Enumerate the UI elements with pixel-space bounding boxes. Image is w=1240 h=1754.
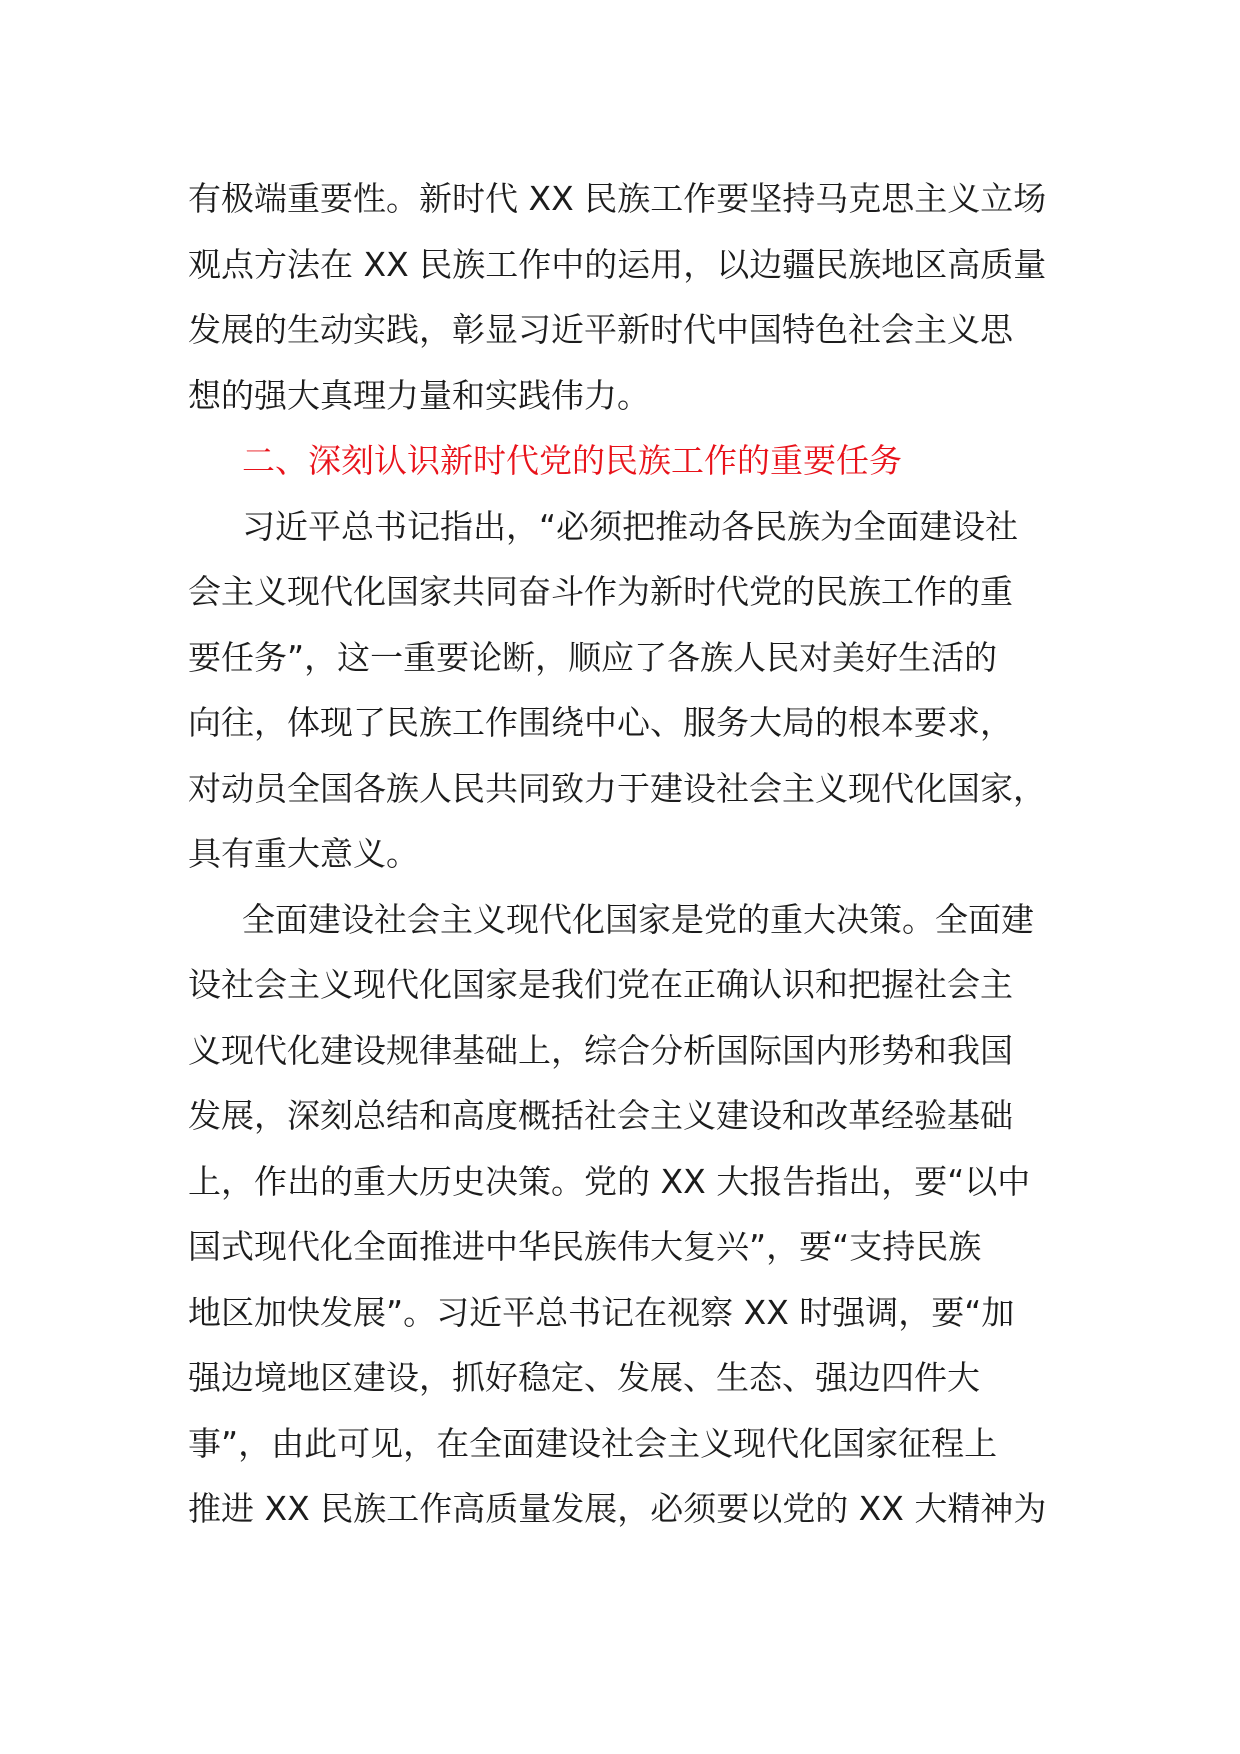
paragraph-first-line: 习近平总书记指出，“必须把推动各民族为全面建设社: [242, 506, 1019, 546]
paragraph-line: 想的强大真理力量和实践伟力。: [188, 375, 650, 415]
paragraph-line: 推进 XX 民族工作高质量发展，必须要以党的 XX 大精神为: [188, 1489, 1047, 1528]
paragraph-line: 向往，体现了民族工作围绕中心、服务大局的根本要求，: [188, 703, 1013, 742]
paragraph-line: 事”，由此可见，在全面建设社会主义现代化国家征程上: [188, 1423, 998, 1463]
paragraph-line: 有极端重要性。新时代 XX 民族工作要坚持马克思主义立场: [188, 179, 1047, 218]
paragraph-line: 要任务”，这一重要论断，顺应了各族人民对美好生活的: [188, 637, 998, 677]
paragraph-line: 上，作出的重大历史决策。党的 XX 大报告指出，要“以中: [188, 1161, 1031, 1201]
paragraph-line: 设社会主义现代化国家是我们党在正确认识和把握社会主: [188, 965, 1013, 1004]
paragraph-line: 对动员全国各族人民共同致力于建设社会主义现代化国家，: [188, 768, 1046, 808]
paragraph-first-line: 全面建设社会主义现代化国家是党的重大决策。全面建: [242, 899, 1034, 939]
paragraph-line: 国式现代化全面推进中华民族伟大复兴”，要“支持民族: [188, 1227, 982, 1266]
paragraph-line: 发展的生动实践，彰显习近平新时代中国特色社会主义思: [188, 310, 1013, 349]
paragraph-line: 具有重大意义。: [188, 834, 419, 873]
paragraph-line: 会主义现代化国家共同奋斗作为新时代党的民族工作的重: [188, 572, 1013, 611]
paragraph-line: 观点方法在 XX 民族工作中的运用，以边疆民族地区高质量: [188, 244, 1047, 284]
paragraph-line: 地区加快发展”。习近平总书记在视察 XX 时强调，要“加: [188, 1292, 1015, 1332]
paragraph-line: 发展，深刻总结和高度概括社会主义建设和改革经验基础: [188, 1096, 1013, 1135]
paragraph-line: 义现代化建设规律基础上，综合分析国际国内形势和我国: [188, 1030, 1013, 1070]
document-body: [188, 166, 1052, 1542]
section-heading: 二、深刻认识新时代党的民族工作的重要任务: [242, 441, 902, 480]
paragraph-line: 强边境地区建设，抓好稳定、发展、生态、强边四件大: [188, 1358, 980, 1397]
